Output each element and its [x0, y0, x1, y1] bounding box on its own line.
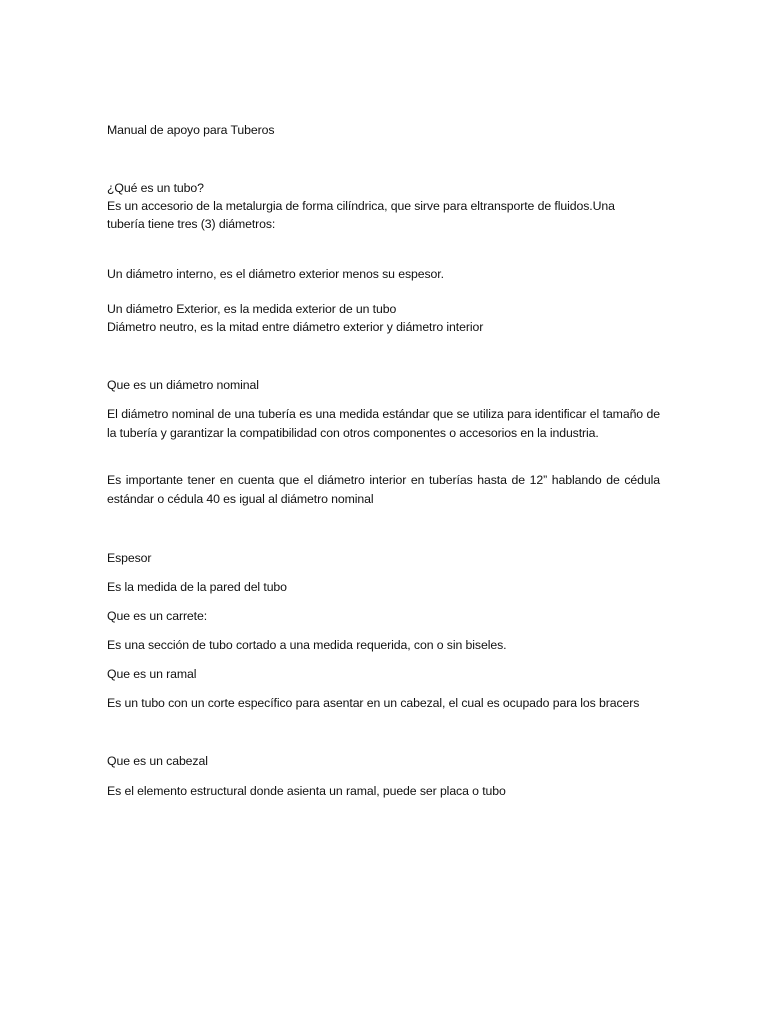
question-tubo: ¿Qué es un tubo?: [107, 181, 204, 195]
question-ramal: Que es un ramal: [107, 667, 197, 681]
tubo-definition-line-1: Es un accesorio de la metalurgia de forma cilíndrica, que sirve para eltransporte de fluidos.Una: [107, 199, 615, 213]
question-cabezal: Que es un cabezal: [107, 754, 208, 768]
nominal-paragraph-1: El diámetro nominal de una tubería es una medida estándar que se utiliza para identificar el tamaño de la tubería y garantizar la compatibilidad con otros componentes o accesorios en la industria.: [107, 407, 660, 440]
diametro-interno-text: Un diámetro interno, es el diámetro exterior menos su espesor.: [107, 267, 444, 281]
nominal-paragraph-2: Es importante tener en cuenta que el diámetro interior en tuberías hasta de 12” hablando de cédula estándar o cédula 40 es igual al diámetro nominal: [107, 473, 660, 506]
carrete-definition: Es una sección de tubo cortado a una medida requerida, con o sin biseles.: [107, 638, 507, 652]
document-title: Manual de apoyo para Tuberos: [107, 123, 275, 137]
diametro-exterior-text: Un diámetro Exterior, es la medida exterior de un tubo: [107, 302, 397, 316]
diametro-neutro-text: Diámetro neutro, es la mitad entre diámetro exterior y diámetro interior: [107, 320, 484, 334]
heading-espesor: Espesor: [107, 551, 152, 565]
cabezal-definition: Es el elemento estructural donde asienta un ramal, puede ser placa o tubo: [107, 784, 506, 798]
espesor-definition: Es la medida de la pared del tubo: [107, 580, 287, 594]
question-nominal: Que es un diámetro nominal: [107, 378, 259, 392]
ramal-definition: Es un tubo con un corte específico para asentar en un cabezal, el cual es ocupado para los bracers: [107, 696, 640, 710]
tubo-definition-line-2: tubería tiene tres (3) diámetros:: [107, 217, 276, 231]
question-carrete: Que es un carrete:: [107, 609, 208, 623]
